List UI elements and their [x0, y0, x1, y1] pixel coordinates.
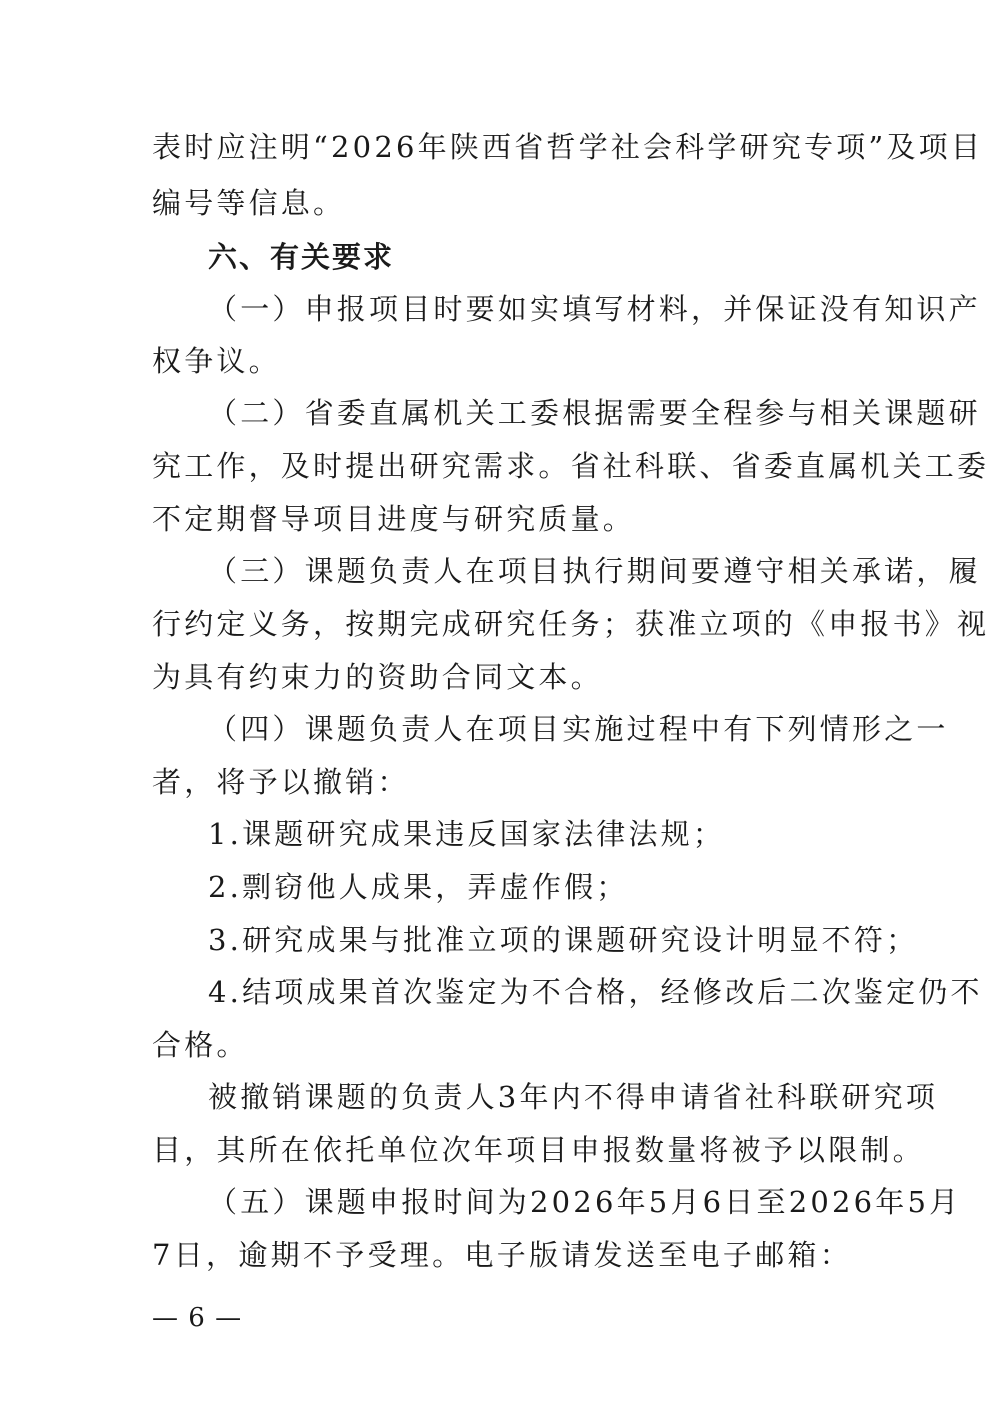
- paragraph-line: 被撤销课题的负责人3年内不得申请省社科联研究项: [208, 1080, 939, 1114]
- paragraph-line: 行约定义务，按期完成研究任务；获准立项的《申报书》视: [152, 607, 990, 641]
- paragraph-line: 不定期督导项目进度与研究质量。: [152, 502, 636, 536]
- paragraph-line: （四）课题负责人在项目实施过程中有下列情形之一: [208, 712, 949, 746]
- list-item: 4.结项成果首次鉴定为不合格，经修改后二次鉴定仍不: [208, 975, 983, 1009]
- paragraph-line: 究工作，及时提出研究需求。省社科联、省委直属机关工委: [152, 449, 990, 483]
- paragraph-line: 权争议。: [152, 344, 281, 378]
- list-item: 1.课题研究成果违反国家法律法规；: [208, 817, 726, 851]
- paragraph-line: （五）课题申报时间为2026年5月6日至2026年5月: [208, 1185, 962, 1219]
- paragraph-line: （一）申报项目时要如实填写材料，并保证没有知识产: [208, 292, 981, 326]
- list-item: 3.研究成果与批准立项的课题研究设计明显不符；: [208, 923, 919, 957]
- paragraph-line: 为具有约束力的资助合同文本。: [152, 660, 603, 694]
- section-heading: 六、有关要求: [208, 240, 395, 274]
- paragraph-line: 表时应注明“2026年陕西省哲学社会科学研究专项”及项目: [152, 130, 984, 164]
- paragraph-line: （三）课题负责人在项目执行期间要遵守相关承诺，履: [208, 554, 981, 588]
- list-item-continuation: 合格。: [152, 1028, 249, 1062]
- page-number: — 6 —: [152, 1303, 243, 1333]
- paragraph-line: 编号等信息。: [152, 186, 346, 220]
- paragraph-line: 目，其所在依托单位次年项目申报数量将被予以限制。: [152, 1133, 925, 1167]
- paragraph-line: 者，将予以撤销：: [152, 765, 410, 799]
- list-item: 2.剽窃他人成果，弄虚作假；: [208, 870, 629, 904]
- paragraph-line: 7日，逾期不予受理。电子版请发送至电子邮箱：: [152, 1238, 852, 1272]
- paragraph-line: （二）省委直属机关工委根据需要全程参与相关课题研: [208, 396, 981, 430]
